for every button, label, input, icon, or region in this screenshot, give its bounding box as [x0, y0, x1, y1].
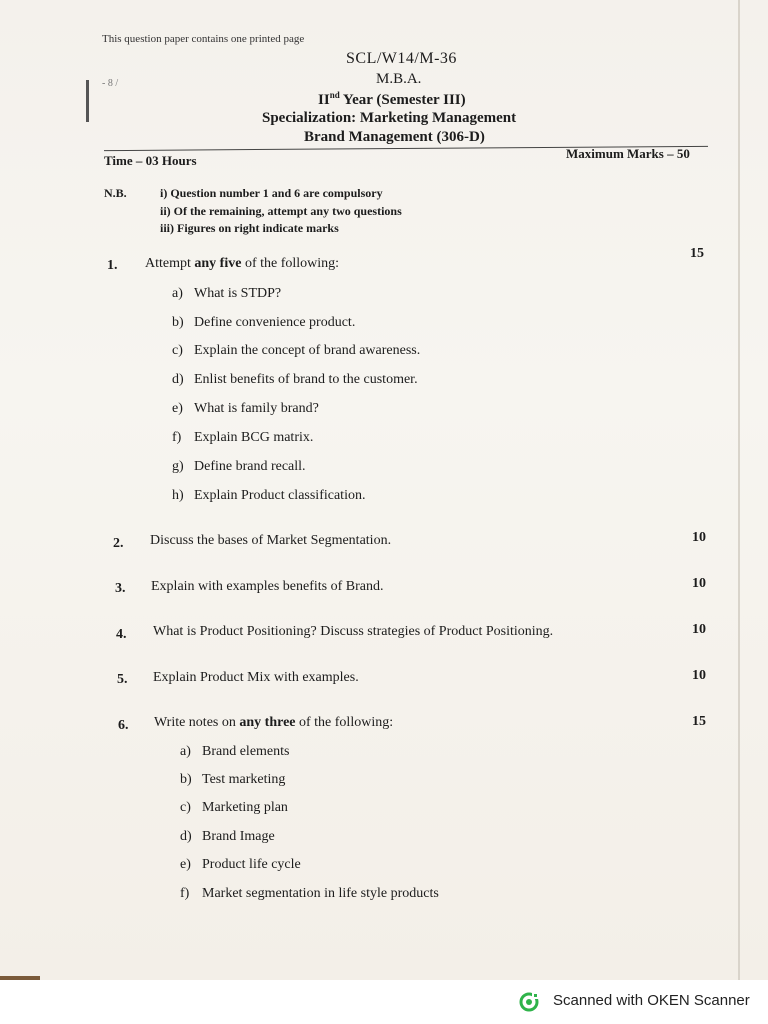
margin-pencil-mark: - 8 /: [102, 78, 119, 89]
note-item: ii) Of the remaining, attempt any two questions: [160, 204, 402, 218]
question-text: What is Product Positioning? Discuss strategies of Product Positioning.: [153, 624, 554, 639]
sub-question: g) Define brand recall.: [172, 459, 306, 474]
oken-scanner-logo-icon: [519, 992, 539, 1012]
degree-title: M.B.A.: [376, 71, 422, 87]
sub-question: h) Explain Product classification.: [172, 488, 366, 503]
question-number: 5.: [117, 672, 128, 687]
question-marks: 15: [692, 714, 706, 729]
sub-question: a) What is STDP?: [172, 286, 282, 301]
question-marks: 10: [692, 530, 706, 545]
sub-question: f) Market segmentation in life style products: [180, 886, 439, 901]
notes-label: N.B.: [104, 186, 127, 200]
sub-question: b) Test marketing: [180, 772, 286, 787]
question-number: 1.: [107, 258, 118, 273]
question-text: Discuss the bases of Market Segmentation.: [150, 533, 392, 548]
question-number: 4.: [116, 627, 127, 642]
question-marks: 10: [692, 668, 706, 683]
sub-question: d) Enlist benefits of brand to the customer.: [172, 372, 418, 387]
exam-duration: Time – 03 Hours: [104, 153, 197, 168]
paper-code: SCL/W14/M-36: [346, 50, 457, 67]
question-text: Explain with examples benefits of Brand.: [151, 579, 384, 594]
sub-question: c) Explain the concept of brand awareness.: [172, 343, 421, 358]
maximum-marks: Maximum Marks – 50: [566, 146, 690, 161]
sub-question: e) Product life cycle: [180, 857, 301, 872]
page-edge-shadow: [738, 0, 740, 980]
page-count-note: This question paper contains one printed page: [102, 33, 305, 45]
question-number: 6.: [118, 718, 129, 733]
specialization: Specialization: Marketing Management: [262, 110, 517, 126]
note-item: i) Question number 1 and 6 are compulsory: [160, 186, 383, 200]
subject-title: Brand Management (306-D): [304, 129, 485, 145]
sub-question: e) What is family brand?: [172, 401, 319, 416]
sub-question: c) Marketing plan: [180, 800, 288, 815]
question-marks: 10: [692, 622, 706, 637]
question-marks: 15: [690, 246, 704, 261]
question-text: Explain Product Mix with examples.: [153, 670, 359, 685]
year-semester: IInd Year (Semester III): [318, 90, 466, 108]
question-marks: 10: [692, 576, 706, 591]
margin-mark-bar: [86, 80, 89, 122]
question-number: 3.: [115, 581, 126, 596]
sub-question: b) Define convenience product.: [172, 315, 356, 330]
question-number: 2.: [113, 536, 124, 551]
question-text: Attempt any five of the following:: [145, 256, 340, 271]
sub-question: f) Explain BCG matrix.: [172, 430, 314, 445]
question-text: Write notes on any three of the following:: [154, 715, 394, 730]
note-item: iii) Figures on right indicate marks: [160, 221, 339, 235]
sub-question: d) Brand Image: [180, 829, 275, 844]
sub-question: a) Brand elements: [180, 744, 290, 759]
scanner-watermark-text: Scanned with OKEN Scanner: [553, 992, 750, 1009]
